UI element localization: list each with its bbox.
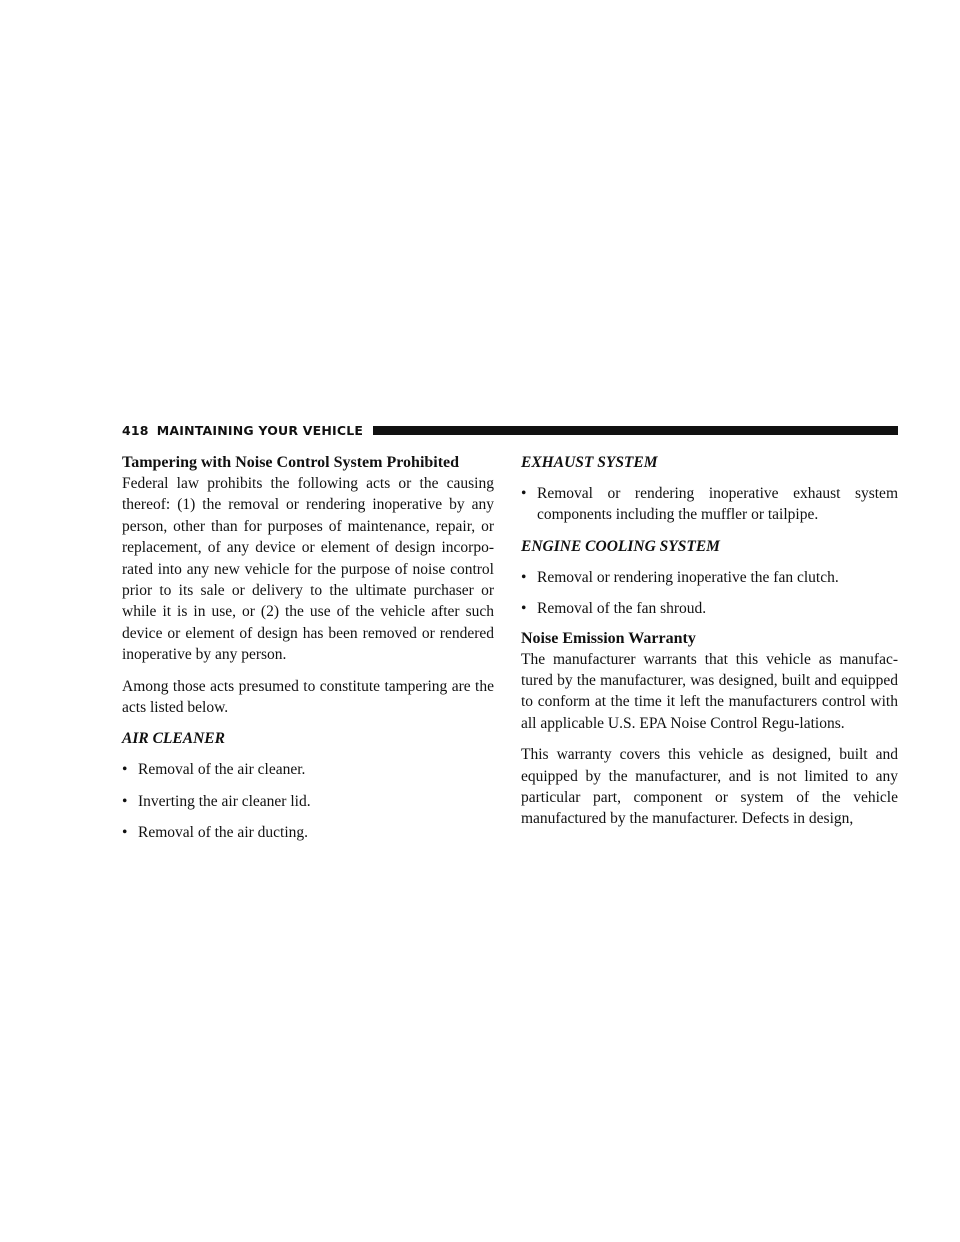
bullet-icon: • xyxy=(521,485,527,502)
list-item xyxy=(521,483,898,526)
list-item-text: Removal or rendering inoperative exhaust system components including the muffler or tailpipe. xyxy=(537,485,898,524)
list-item-text: Removal of the air ducting. xyxy=(138,824,309,842)
page-header xyxy=(122,421,898,439)
header-rule xyxy=(373,426,898,435)
warranty-paragraph-1: The manufacturer warrants that this vehicle as manufac-tured by the manufacturer, was designed, built and equipped to conform at the time it left the manufacturers control with all applicable U.S. EPA Noise Control Regu-lations. xyxy=(521,650,898,732)
list-item xyxy=(521,598,898,619)
list-item xyxy=(521,567,898,588)
list-item-text: Removal of the air cleaner. xyxy=(138,761,306,779)
list-item xyxy=(122,759,494,780)
air-cleaner-title: AIR CLEANER xyxy=(122,730,225,748)
list-item xyxy=(122,791,494,812)
bullet-icon: • xyxy=(122,792,128,810)
list-item-text: Removal of the fan shroud. xyxy=(537,600,707,618)
bullet-icon: • xyxy=(122,761,128,779)
cooling-title: ENGINE COOLING SYSTEM xyxy=(521,537,720,555)
exhaust-list xyxy=(521,483,898,526)
bullet-icon: • xyxy=(122,824,128,842)
list-item xyxy=(122,822,494,843)
warranty-heading: Noise Emission Warranty xyxy=(521,629,696,647)
bullet-icon: • xyxy=(521,568,527,586)
warranty-paragraph-2: This warranty covers this vehicle as designed, built and equipped by the manufacturer, and is not limited to any particular part, component or system of the vehicle manufactured by the manufacturer. Defects in design, xyxy=(521,746,898,828)
tampering-paragraph: Federal law prohibits the following acts or the causing thereof: (1) the removal or rendering inoperative by any person, other than for purposes of maintenance, repair, or replacement, of any device or element of design incorpo-rated into any new vehicle for the purpose of noise control prior to its sale or delivery to the ultimate purchaser or while it is in use, or (2) the use of the vehicle after such device or element of design has been removed or rendered inoperative by any person. xyxy=(122,475,494,664)
list-item-text: Removal or rendering inoperative the fan clutch. xyxy=(537,568,839,586)
left-column xyxy=(122,452,494,844)
acts-paragraph: Among those acts presumed to constitute tampering are the acts listed below. xyxy=(122,677,494,717)
bullet-icon: • xyxy=(521,600,527,618)
section-title: MAINTAINING YOUR VEHICLE xyxy=(156,422,364,438)
list-item-text: Inverting the air cleaner lid. xyxy=(138,792,311,810)
tampering-heading: Tampering with Noise Control System Prohibited xyxy=(122,454,460,471)
right-column xyxy=(521,452,898,830)
exhaust-title: EXHAUST SYSTEM xyxy=(521,454,658,471)
page-number: 418 xyxy=(122,422,149,438)
air-cleaner-list xyxy=(122,759,494,843)
cooling-list xyxy=(521,567,898,620)
